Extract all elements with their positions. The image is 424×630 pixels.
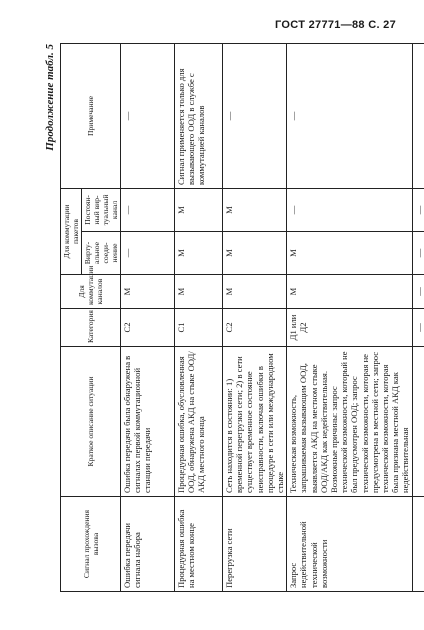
cell-description: Техническая возможность, запрашиваемая вызывающим ООД, выявляется АКД на местном стыке ООД/АКД как недействительная. Возможные причины: запрос технической возможности, который не был предусмотрен ООД; запрос технической возможности, которая не предусмотрена в местной сети; запрос технической возможности, которая была признана местной АКД как недействительная — [287, 347, 412, 497]
col-header-category: Категория — [61, 309, 121, 347]
cell-virtual: М — [223, 232, 287, 275]
cell-description — [412, 347, 424, 497]
table-row — [287, 43, 412, 591]
cell-virtual: — — [412, 232, 424, 275]
cell-circuit: М — [121, 275, 175, 309]
cell-category: С2 — [223, 309, 287, 347]
cell-category: С1 — [175, 309, 223, 347]
col-header-virtual-call: Вирту- альное соеди- нение — [82, 232, 121, 275]
cell-category: С2 — [121, 309, 175, 347]
cell-virtual: М — [287, 232, 412, 275]
cell-note: — — [121, 43, 175, 188]
cell-category: Д1 или Д2 — [287, 309, 412, 347]
rotated-table-container — [44, 44, 424, 592]
cell-description: Процедурная ошибка, обусловленная ООД, обнаружена АКД на стыке ООД/АКД местного конца — [175, 347, 223, 497]
cell-note: — — [223, 43, 287, 188]
cell-circuit: М — [287, 275, 412, 309]
table-row — [412, 43, 424, 591]
cell-signal — [412, 497, 424, 592]
table-row — [121, 43, 175, 591]
cell-circuit: М — [175, 275, 223, 309]
col-header-circuit-switching: Для коммутации каналов — [61, 275, 121, 309]
page-header: ГОСТ 27771—88 С. 27 — [275, 19, 396, 31]
cell-note: Сигнал применяется только для вызывающего ООД в службе с коммутацией каналов — [175, 43, 223, 188]
cell-description: Ошибка передачи была обнаружена в сигналах первой коммутационной станции передачи — [121, 347, 175, 497]
col-header-permanent-virtual-circuit: Постоян- ный вир- туальный канал — [82, 188, 121, 231]
cell-circuit: М — [223, 275, 287, 309]
cell-circuit: — — [412, 275, 424, 309]
call-progress-signals-table — [60, 43, 424, 592]
table-row — [175, 43, 223, 591]
table-header-row — [61, 43, 82, 591]
cell-virtual: М — [175, 232, 223, 275]
col-header-description: Краткое описание ситуации — [61, 347, 121, 497]
cell-permanent: — — [121, 188, 175, 231]
cell-note: — — [287, 43, 412, 188]
cell-permanent: — — [287, 188, 412, 231]
col-header-signal: Сигнал прохождения вызова — [61, 497, 121, 592]
col-header-note: Примечание — [61, 43, 121, 188]
cell-signal: Запрос недействительной технической возможности — [287, 497, 412, 592]
table-row — [223, 43, 287, 591]
cell-virtual: — — [121, 232, 175, 275]
cell-description: Сеть находится в состоянии: 1) временной перегрузки сети; 2) в сети существует временное состояние неисправности, включая ошибки в процедуре в сети или международном стыке — [223, 347, 287, 497]
cell-category: — — [412, 309, 424, 347]
cell-signal: Перегрузка сети — [223, 497, 287, 592]
col-header-packet-switching: Для коммутации пакетов — [61, 188, 82, 274]
cell-note — [412, 43, 424, 188]
cell-permanent: М — [223, 188, 287, 231]
cell-permanent: М — [175, 188, 223, 231]
table-continuation-caption: Продолжение табл. 5 — [44, 44, 56, 151]
cell-signal: Процедурная ошибка на местном конце — [175, 497, 223, 592]
cell-permanent: — — [412, 188, 424, 231]
cell-signal: Ошибка передачи сигнала набора — [121, 497, 175, 592]
